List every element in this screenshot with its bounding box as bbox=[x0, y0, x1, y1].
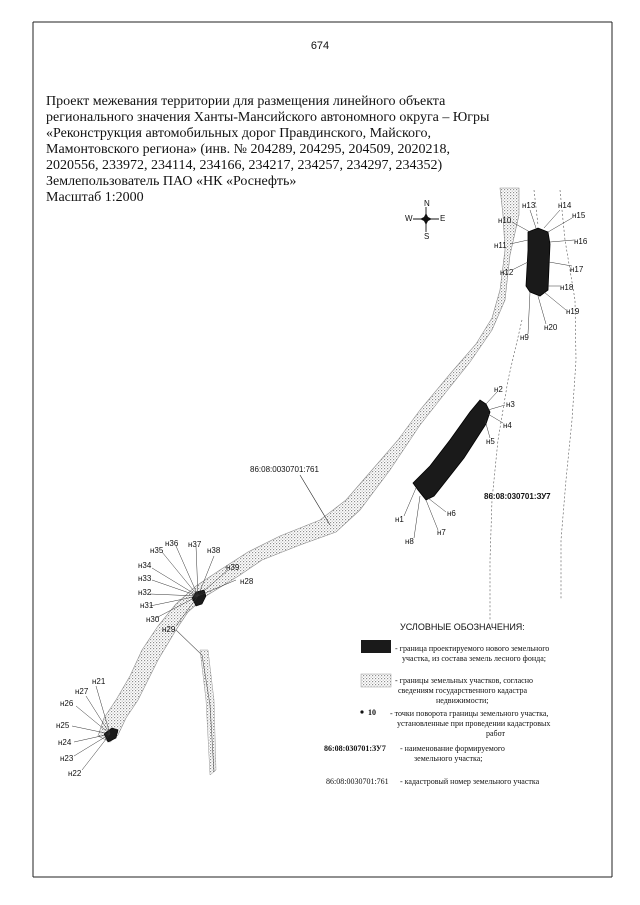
compass-north: N bbox=[424, 199, 430, 208]
legend-parcel-code: 86:08:030701:ЗУ7 bbox=[324, 744, 386, 753]
point-label-n30: н30 bbox=[146, 615, 160, 624]
legend-item5: - кадастровый номер земельного участка bbox=[400, 777, 540, 786]
legend-title: УСЛОВНЫЕ ОБОЗНАЧЕНИЯ: bbox=[400, 622, 525, 632]
title-line-3: «Реконструкция автомобильных дорог Правдинского, Майского, bbox=[46, 126, 431, 141]
legend-item3-line2: установленные при проведении кадастровых bbox=[397, 719, 551, 728]
point-label-n34: н34 bbox=[138, 561, 152, 570]
point-label-n13: н13 bbox=[522, 201, 536, 210]
point-label-n32: н32 bbox=[138, 588, 152, 597]
cadastral-number-label: 86:08:0030701:761 bbox=[250, 465, 319, 474]
point-label-n22: н22 bbox=[68, 769, 82, 778]
compass-west: W bbox=[405, 214, 413, 223]
point-label-n27: н27 bbox=[75, 687, 89, 696]
compass-east: E bbox=[440, 214, 446, 223]
legend-point-symbol bbox=[360, 710, 363, 713]
point-label-n39: н39 bbox=[226, 563, 240, 572]
point-label-n8: н8 bbox=[405, 537, 414, 546]
point-label-n28: н28 bbox=[240, 577, 254, 586]
point-label-n18: н18 bbox=[560, 283, 574, 292]
scale-line: Масштаб 1:2000 bbox=[46, 190, 144, 205]
branch-road-strip bbox=[200, 650, 216, 775]
legend-item2-line3: недвижимости; bbox=[436, 696, 489, 705]
point-label-n4: н4 bbox=[503, 421, 512, 430]
point-label-n19: н19 bbox=[566, 307, 580, 316]
point-label-n10: н10 bbox=[498, 216, 512, 225]
leader-lines-knot bbox=[150, 546, 236, 626]
point-label-n26: н26 bbox=[60, 699, 74, 708]
point-label-n2: н2 bbox=[494, 385, 503, 394]
title-line-1: Проект межевания территории для размещения линейного объекта bbox=[46, 94, 446, 109]
compass-rose bbox=[405, 199, 445, 241]
point-label-n6: н6 bbox=[447, 509, 456, 518]
legend-item4-line2: земельного участка; bbox=[414, 754, 483, 763]
legend-item3-line3: работ bbox=[486, 729, 506, 738]
point-label-n33: н33 bbox=[138, 574, 152, 583]
point-label-n9: н9 bbox=[520, 333, 529, 342]
point-label-n38: н38 bbox=[207, 546, 221, 555]
legend-swatch-projected bbox=[361, 640, 391, 653]
page-number: 674 bbox=[310, 40, 330, 52]
projected-parcel-north bbox=[526, 228, 550, 296]
legend-item1-line1: - граница проектируемого нового земельного bbox=[395, 644, 550, 653]
legend-item3-line1: - точки поворота границы земельного участка, bbox=[390, 709, 549, 718]
point-label-n14: н14 bbox=[558, 201, 572, 210]
legend-item1-line2: участка, из состава земель лесного фонда; bbox=[402, 654, 546, 663]
point-label-n25: н25 bbox=[56, 721, 70, 730]
point-label-n37: н37 bbox=[188, 540, 202, 549]
point-label-n21: н21 bbox=[92, 677, 106, 686]
point-label-n5: н5 bbox=[486, 437, 495, 446]
point-label-n20: н20 bbox=[544, 323, 558, 332]
title-line-2: регионального значения Ханты-Мансийского автономного округа – Югры bbox=[46, 110, 490, 125]
cadastral-leader-line bbox=[300, 475, 330, 525]
compass-south: S bbox=[424, 232, 430, 241]
legend bbox=[324, 622, 550, 786]
legend-point-number: 10 bbox=[368, 708, 376, 717]
title-line-5: 2020556, 233972, 234114, 234166, 234217, 234257, 234297, 234352) bbox=[46, 158, 443, 173]
point-label-n24: н24 bbox=[58, 738, 72, 747]
legend-item2-line1: - границы земельных участков, согласно bbox=[395, 676, 534, 685]
page-frame bbox=[33, 22, 612, 877]
land-user-line: Землепользователь ПАО «НК «Роснефть» bbox=[46, 174, 297, 189]
point-label-n1: н1 bbox=[395, 515, 404, 524]
point-label-n23: н23 bbox=[60, 754, 74, 763]
point-label-n16: н16 bbox=[574, 237, 588, 246]
legend-cadastral-code: 86:08:0030701:761 bbox=[326, 777, 389, 786]
legend-item2-line2: сведениям государственного кадастра bbox=[398, 686, 528, 695]
legend-item4-line1: - наименование формируемого bbox=[400, 744, 505, 753]
point-label-n36: н36 bbox=[165, 539, 179, 548]
legend-swatch-cadastral bbox=[361, 674, 391, 687]
point-label-n29: н29 bbox=[162, 625, 176, 634]
parcel-id-label: 86:08:030701:ЗУ7 bbox=[484, 492, 551, 501]
point-label-n31: н31 bbox=[140, 601, 154, 610]
point-label-n17: н17 bbox=[570, 265, 584, 274]
point-label-n15: н15 bbox=[572, 211, 586, 220]
point-label-n12: н12 bbox=[500, 268, 514, 277]
point-label-n35: н35 bbox=[150, 546, 164, 555]
title-line-4: Мамонтовского региона» (инв. № 204289, 204295, 204509, 2020218, bbox=[46, 142, 450, 157]
point-label-n7: н7 bbox=[437, 528, 446, 537]
point-label-n11: н11 bbox=[494, 241, 507, 250]
point-label-n3: н3 bbox=[506, 400, 515, 409]
